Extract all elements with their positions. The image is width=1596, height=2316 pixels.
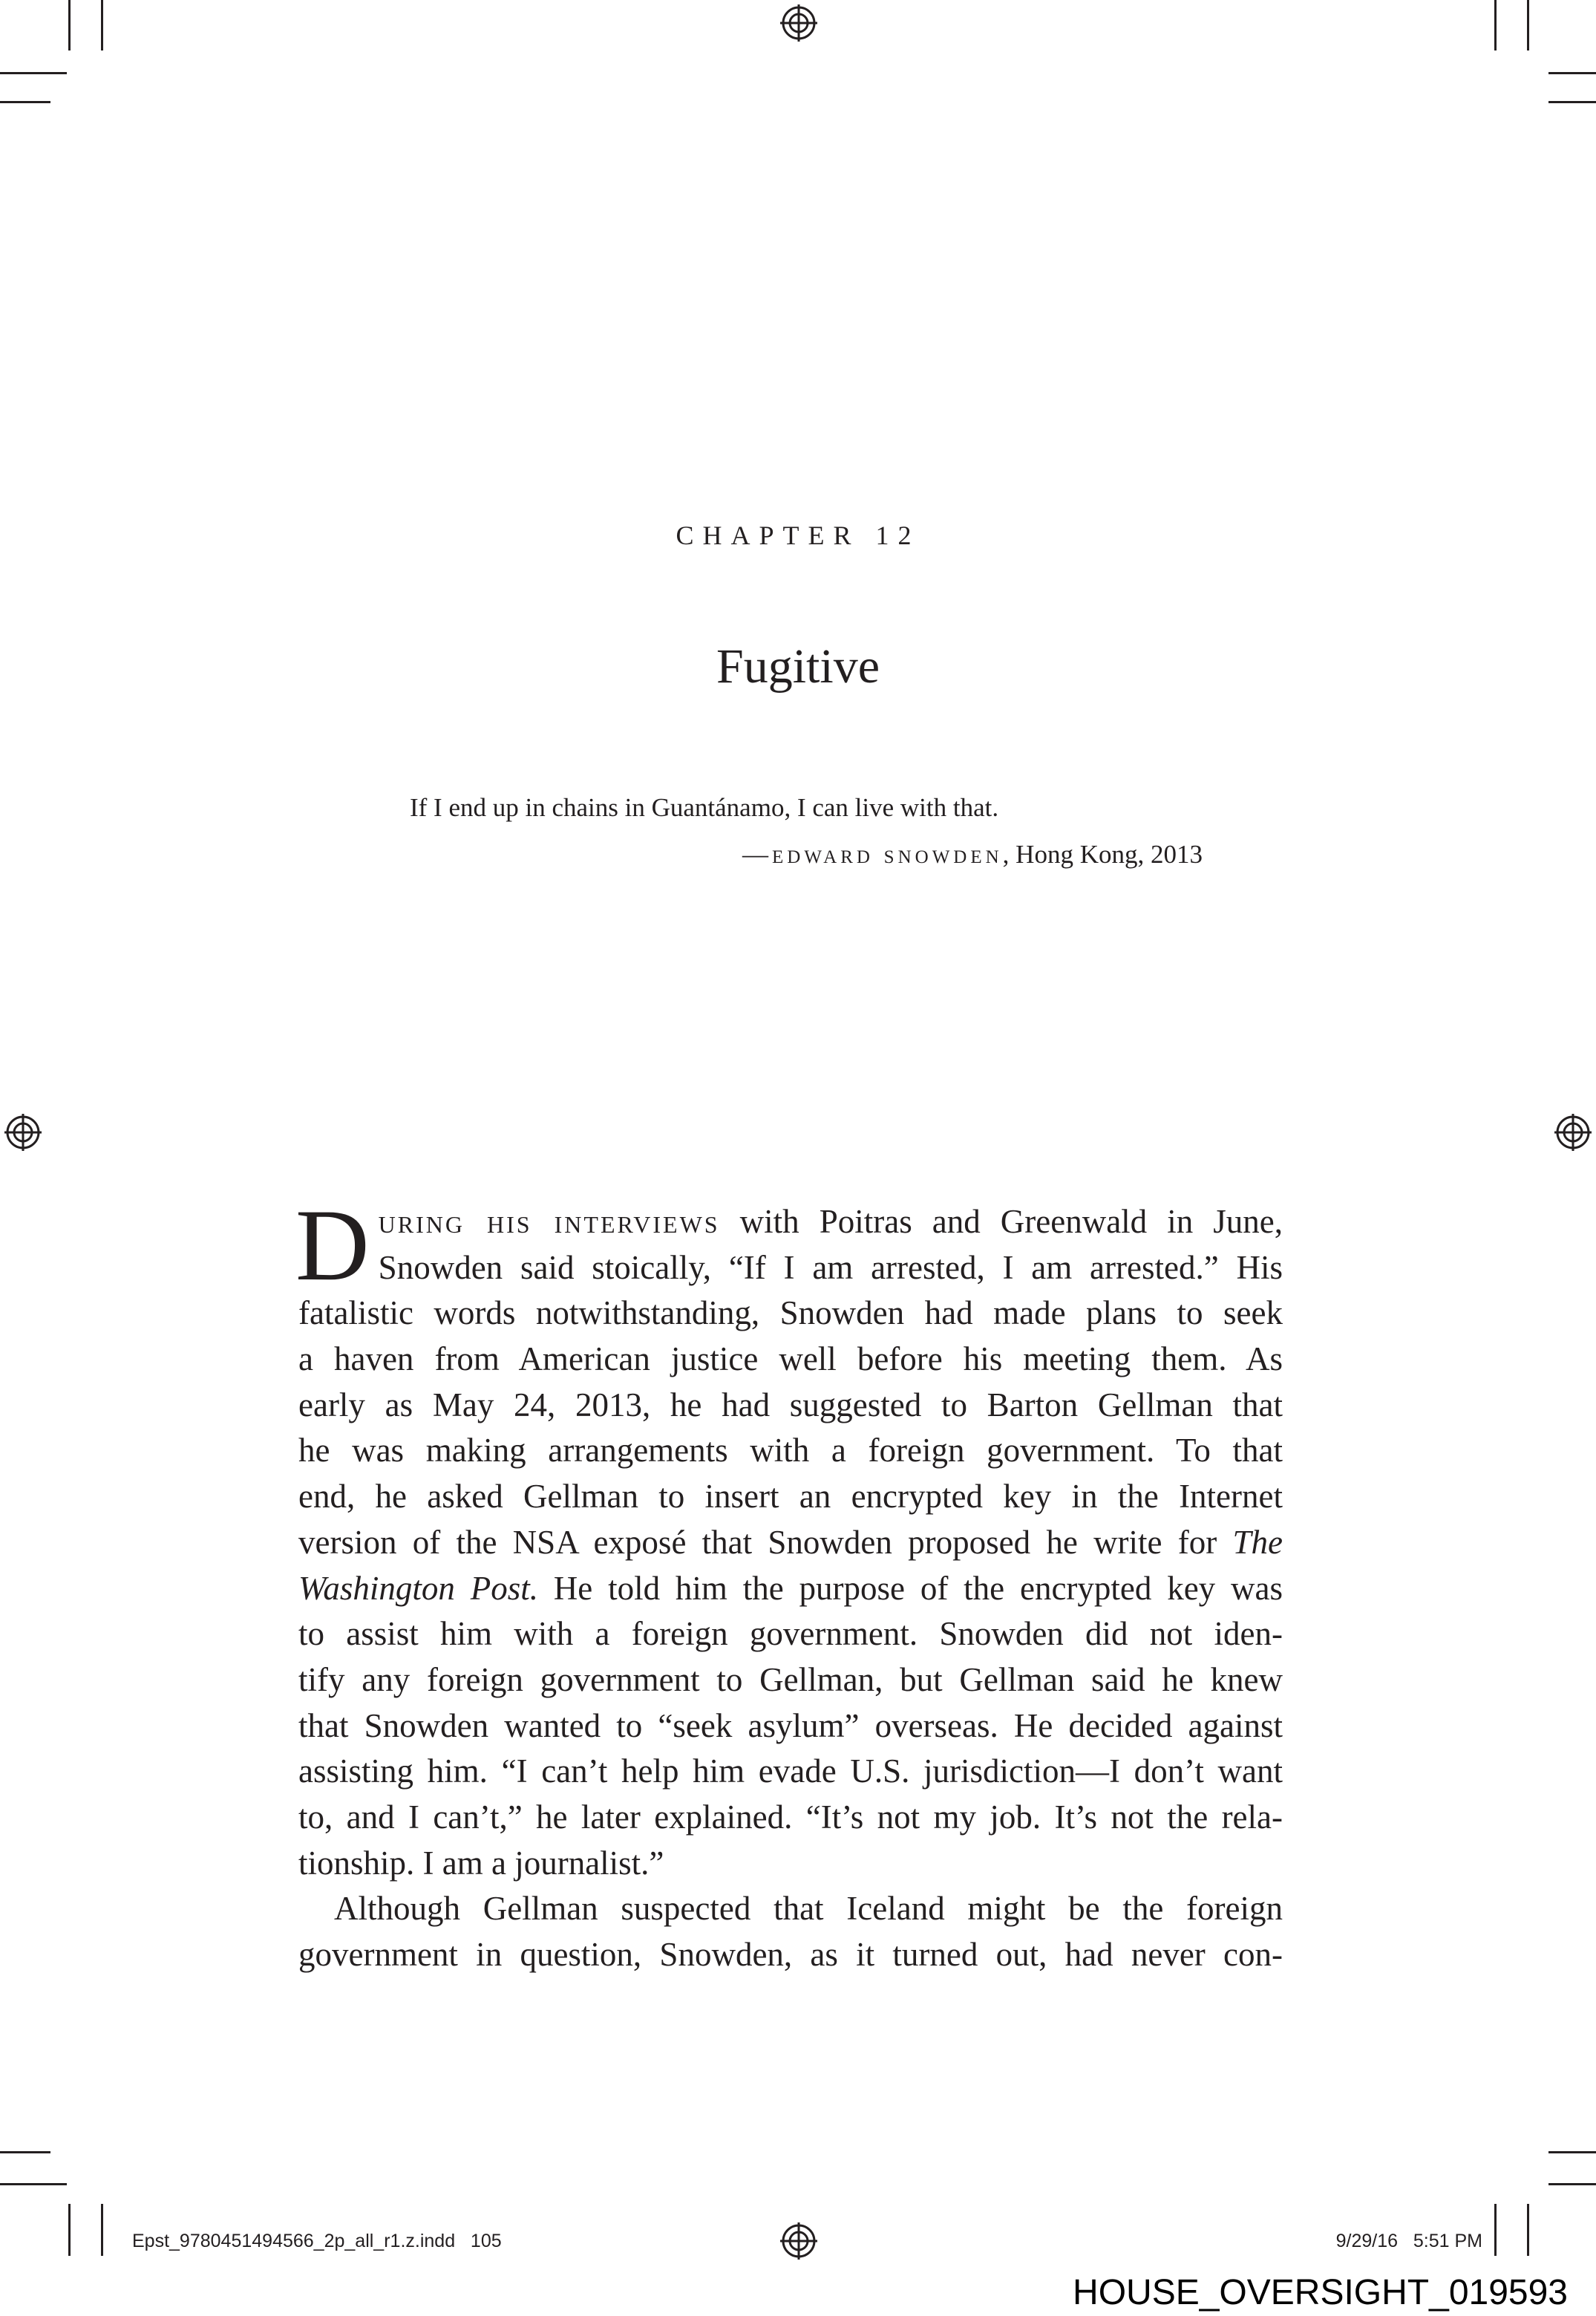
opening-words: uring his interviews (378, 1203, 720, 1240)
epigraph-quote: If I end up in chains in Guantánamo, I can live with that. (410, 793, 999, 822)
epigraph-attribution (742, 840, 1203, 870)
publication-title: The (1232, 1523, 1283, 1561)
publication-title: Washington Post. (298, 1569, 538, 1607)
bates-number: HOUSE_OVERSIGHT_019593 (1073, 2273, 1568, 2312)
crop-mark (0, 2151, 50, 2153)
text-line: Although Gellman suspected that Iceland might be the foreign (334, 1890, 1283, 1928)
text-line: to assist him with a foreign government. Snowden did not iden- (298, 1615, 1283, 1653)
crop-mark (1527, 0, 1529, 50)
text-line: uring his interviews with Poitras and Greenwald in June, (378, 1203, 1283, 1240)
registration-mark-icon (780, 4, 817, 42)
crop-mark (1548, 2151, 1596, 2153)
crop-mark (101, 0, 103, 50)
registration-mark-icon (780, 2222, 817, 2260)
text-line: end, he asked Gellman to insert an encrypted key in the Internet (298, 1478, 1283, 1516)
epigraph-place-date: , Hong Kong, 2013 (1002, 840, 1203, 869)
crop-mark (68, 0, 71, 50)
text-line: early as May 24, 2013, he had suggested to Barton Gellman that (298, 1386, 1283, 1423)
paragraph (295, 1188, 1283, 1886)
crop-mark (0, 2183, 67, 2185)
paragraph (298, 1886, 1283, 1977)
registration-mark-icon (4, 1114, 42, 1151)
crop-mark (101, 2204, 103, 2256)
text-line: he was making arrangements with a foreign government. To that (298, 1432, 1283, 1469)
drop-cap: D (295, 1188, 370, 1302)
text-line: Snowden said stoically, “If I am arrested, I am arrested.” His (378, 1248, 1283, 1286)
text-line: a haven from American justice well before his meeting them. As (298, 1340, 1283, 1378)
printer-slug-date: 9/29/16 5:51 PM (1335, 2231, 1482, 2251)
text-line: to, and I can’t,” he later explained. “It’s not my job. It’s not the rela- (298, 1798, 1283, 1836)
text-line: version of the NSA exposé that Snowden proposed he write for The (298, 1523, 1283, 1561)
crop-mark (0, 101, 50, 103)
text-line: government in question, Snowden, as it turned out, had never con- (298, 1936, 1283, 1973)
printer-slug-file: Epst_9780451494566_2p_all_r1.z.indd 105 (132, 2231, 502, 2251)
crop-mark (1548, 101, 1596, 103)
crop-mark (1548, 72, 1596, 74)
chapter-label: CHAPTER 12 (676, 521, 920, 550)
crop-mark (1548, 2183, 1596, 2185)
crop-mark (0, 72, 67, 74)
chapter-title: Fugitive (716, 639, 880, 694)
text-line: assisting him. “I can’t help him evade U.S. jurisdiction—I don’t want (298, 1752, 1283, 1790)
text-line: fatalistic words notwithstanding, Snowden had made plans to seek (298, 1294, 1283, 1332)
text-line: that Snowden wanted to “seek asylum” overseas. He decided against (298, 1706, 1283, 1744)
crop-mark (1494, 0, 1497, 50)
text-line: Washington Post. He told him the purpose of the encrypted key was (298, 1569, 1283, 1607)
crop-mark (68, 2204, 71, 2256)
crop-mark (1494, 2204, 1497, 2256)
epigraph-author: —edward snowden (742, 840, 1003, 869)
chapter-body (295, 1188, 1283, 1978)
text-line: tify any foreign government to Gellman, but Gellman said he knew (298, 1660, 1283, 1698)
text-line: tionship. I am a journalist.” (298, 1844, 664, 1882)
registration-mark-icon (1554, 1114, 1592, 1151)
crop-mark (1527, 2204, 1529, 2256)
